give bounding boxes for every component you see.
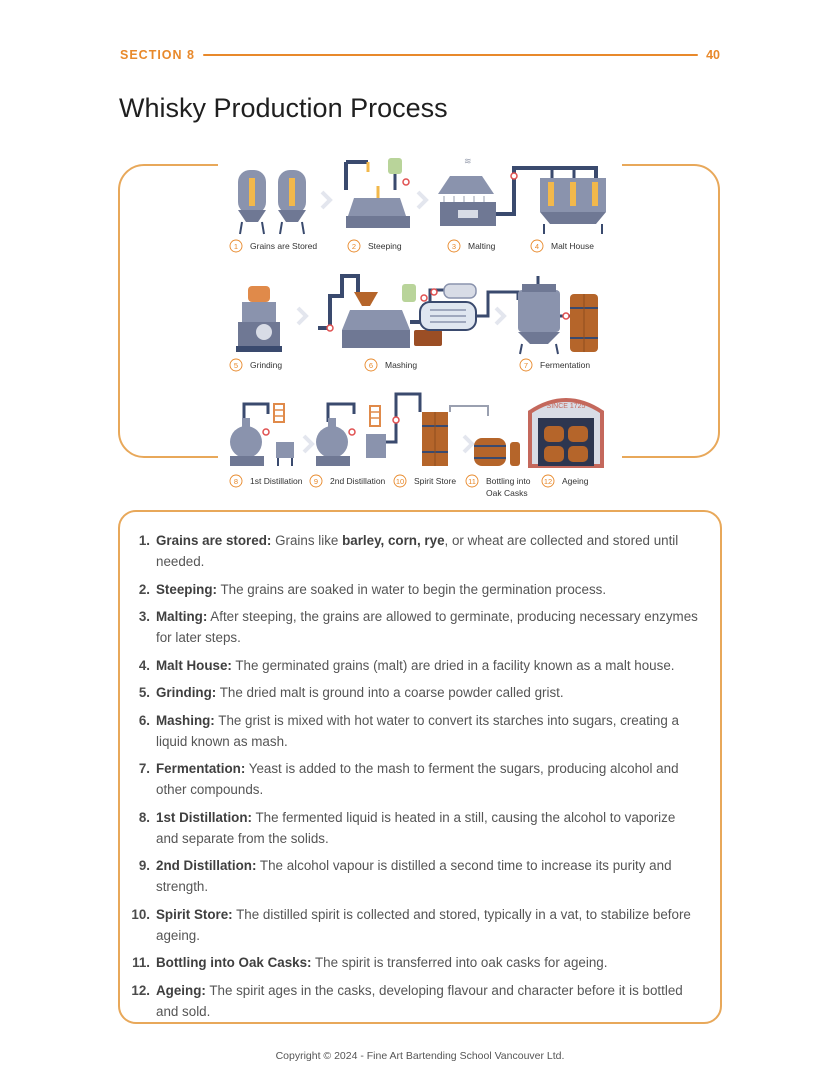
diagram-label: Ageing (562, 476, 589, 486)
list-item: 4. Malt House: The germinated grains (malt) are dried in a facility known as a malt house. (138, 657, 675, 673)
page-header (120, 46, 720, 64)
diagram-label: Spirit Store (414, 476, 457, 486)
warehouse-illustration (530, 400, 602, 466)
copyright-footer: Copyright © 2024 - Fine Art Bartending School Vancouver Ltd. (275, 1050, 565, 1062)
first-still-illustration (230, 404, 294, 466)
grinding-mill-illustration (236, 286, 282, 352)
second-still-illustration (316, 394, 420, 466)
diagram-label: 2nd Distillation (330, 476, 386, 486)
svg-text:9: 9 (313, 477, 319, 486)
arrow-icon (304, 436, 312, 452)
page-title: Whisky Production Process (119, 93, 448, 123)
page-number: 40 (706, 48, 720, 62)
list-item: 7. Fermentation: Yeast is added to the mash to ferment the sugars, producing alcohol and other compounds. (138, 761, 679, 797)
header-rule (203, 54, 698, 56)
list-item: 5. Grinding: The dried malt is ground into a coarse powder called grist. (138, 685, 564, 700)
process-diagram (218, 150, 622, 510)
arrow-icon (418, 192, 426, 208)
steeping-tank-illustration (346, 158, 410, 228)
steps-list (128, 530, 698, 1028)
diagram-label: Mashing (385, 360, 418, 370)
fermenter-illustration (518, 276, 598, 354)
arrow-icon (322, 192, 330, 208)
diagram-label: Malt House (551, 241, 594, 251)
list-item: 9. 2nd Distillation: The alcohol vapour is distilled a second time to increase its purity and strength. (138, 858, 672, 894)
cooler-illustration (420, 284, 518, 330)
svg-text:1: 1 (233, 242, 239, 251)
svg-text:11: 11 (468, 477, 476, 486)
list-item: 2. Steeping: The grains are soaked in water to begin the germination process. (138, 581, 607, 597)
list-item: 12. Ageing: The spirit ages in the casks, developing flavour and character before it is bottled and sold. (131, 982, 683, 1019)
oak-casks-illustration (474, 438, 520, 466)
svg-text:6: 6 (368, 361, 374, 370)
diagram-label: 1st Distillation (250, 476, 303, 486)
diagram-label: Oak Casks (486, 488, 528, 498)
diagram-label: Malting (468, 241, 496, 251)
svg-text:8: 8 (233, 477, 239, 486)
svg-text:3: 3 (451, 242, 457, 251)
list-item: 11. Bottling into Oak Casks: The spirit is transferred into oak casks for ageing. (132, 955, 608, 970)
diagram-label: Grinding (250, 360, 283, 370)
arrow-icon (496, 308, 504, 324)
list-item: 10. Spirit Store: The distilled spirit is collected and stored, typically in a vat, to stabilize before ageing. (131, 906, 691, 943)
arrow-icon (298, 308, 306, 324)
list-item: 8. 1st Distillation: The fermented liquid is heated in a still, causing the alcohol to vaporize and separate from the solids. (138, 809, 676, 846)
section-label: SECTION 8 (120, 48, 195, 62)
diagram-label: Grains are Stored (250, 241, 318, 251)
svg-text:≋: ≋ (464, 157, 472, 167)
svg-text:12: 12 (543, 477, 553, 486)
warehouse-sign: SINCE 1725 (546, 403, 586, 410)
malt-house-illustration (530, 168, 606, 234)
svg-text:10: 10 (395, 477, 405, 486)
grain-silos-illustration (238, 170, 306, 234)
diagram-label: Bottling into (486, 476, 531, 486)
list-item: 6. Mashing: The grist is mixed with hot water to convert its starches into sugars, creating a liquid known as mash. (138, 712, 679, 749)
svg-text:2: 2 (351, 242, 357, 251)
svg-text:7: 7 (523, 361, 529, 370)
svg-text:4: 4 (534, 242, 540, 251)
list-item: 3. Malting: After steeping, the grains are allowed to germinate, producing necessary enzymes for later steps. (138, 609, 698, 645)
diagram-label: Fermentation (540, 360, 591, 370)
malting-oven-illustration (438, 157, 530, 226)
list-item: 1. Grains are stored: Grains like barley, corn, rye, or wheat are collected and stored until needed. (138, 533, 679, 569)
svg-text:5: 5 (233, 361, 239, 370)
diagram-label: Steeping (368, 241, 402, 251)
